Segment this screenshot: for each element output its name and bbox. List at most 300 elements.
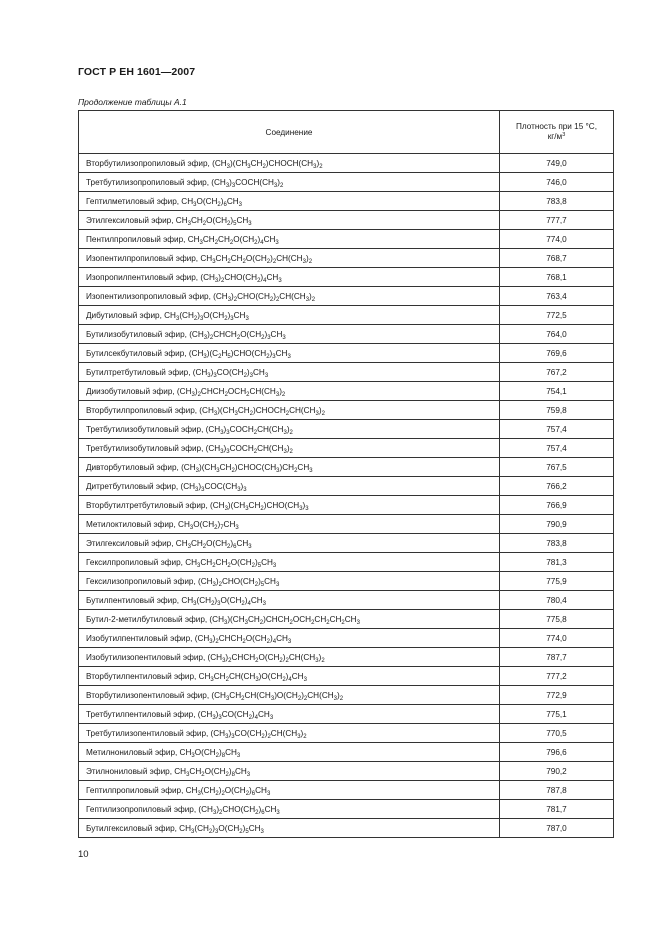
subscript: 3 [246,771,251,778]
density-cell: 769,6 [500,344,614,363]
density-cell: 781,3 [500,553,614,572]
subscript: 2 [257,277,261,284]
subscript: 5 [260,581,265,588]
subscript: 3 [305,296,310,303]
table-row [79,534,614,553]
subscript: 3 [245,505,249,512]
subscript: 3 [248,543,252,550]
density-cell: 790,2 [500,762,614,781]
density-cell: 764,0 [500,325,614,344]
subscript: 3 [244,619,248,626]
table-row [79,344,614,363]
density-cell: 796,6 [500,743,614,762]
table-row [79,363,614,382]
subscript: 2 [297,695,302,702]
subscript: 2 [303,695,308,702]
table-row [79,154,614,173]
subscript: 2 [202,220,207,227]
subscript: 2 [282,676,286,683]
table-row [79,762,614,781]
table-row [79,401,614,420]
subscript: 3 [209,638,213,645]
subscript: 3 [191,828,195,835]
subscript: 2 [251,562,255,569]
subscript: 2 [303,733,307,740]
subscript: 2 [241,600,245,607]
compound-cell: Гептилметиловый эфир, $CH_3O(CH_2)_6CH_3$ [79,192,500,211]
subscript: 3 [231,733,235,740]
subscript: 3 [266,790,271,797]
compound-cell: Изобутилпентиловый эфир, $(CH_3)_2CHCH_2O(CH_2)_4CH_3$ [79,629,500,648]
density-cell: 783,8 [500,534,614,553]
subscript: 3 [215,828,219,835]
subscript: 4 [272,638,277,645]
density-cell: 749,0 [500,154,614,173]
subscript: 3 [226,448,230,455]
compound-cell: Вторбутилизопропиловый эфир, $(CH_3)(CH_3CH_2)CHOCH(CH_3)_2$ [79,154,500,173]
subscript: 2 [249,410,253,417]
subscript: 3 [213,410,218,417]
table-row [79,667,614,686]
subscript: 2 [214,524,218,531]
subscript: 2 [225,771,229,778]
density-cell: 783,8 [500,192,614,211]
subscript: 2 [285,657,289,664]
compound-cell: Гептилизопропиловый эфир, $(CH_3)_2CHO(CH_2)_6CH_3$ [79,800,500,819]
table-row [79,724,614,743]
density-cell: 754,1 [500,382,614,401]
subscript: 2 [321,410,325,417]
subscript: 2 [202,543,207,550]
subscript: 2 [227,258,231,265]
subscript: 3 [287,638,292,645]
density-cell: 772,5 [500,306,614,325]
subscript: 2 [245,790,250,797]
table-row [79,268,614,287]
table-header-row [79,111,614,154]
compound-cell: Бутилизобутиловый эфир, $(CH_3)_2CHCH_2O(CH_2)_3CH_3$ [79,325,500,344]
subscript: 3 [262,600,266,607]
subscript: 2 [261,334,265,341]
subscript: 4 [247,600,251,607]
density-cell: 775,9 [500,572,614,591]
compound-cell: Бутилпентиловый эфир, $CH_3(CH_2)_3O(CH_2)_4CH_3$ [79,591,500,610]
table-caption: Продолжение таблицы А.1 [78,97,187,107]
density-cell: 777,7 [500,211,614,230]
subscript: 2 [228,657,232,664]
subscript: 3 [217,600,221,607]
subscript: 3 [283,448,287,455]
subscript: 2 [209,334,214,341]
subscript: 4 [260,239,264,246]
subscript: 3 [226,429,230,436]
density-cell: 766,2 [500,477,614,496]
subscript: 2 [281,391,286,398]
subscript: 2 [227,543,231,550]
subscript: 2 [242,258,246,265]
table-row [79,610,614,629]
density-cell: 767,5 [500,458,614,477]
density-cell: 787,7 [500,648,614,667]
density-cell: 766,9 [500,496,614,515]
subscript: 2 [275,296,280,303]
subscript: 2 [289,619,293,626]
subscript: 3 [197,562,201,569]
table-row [79,686,614,705]
density-unit-exponent: 3 [562,132,566,138]
table-row [79,572,614,591]
compound-cell: Третбутилизобутиловый эфир, $(CH_3)_3COCH_2CH(CH_3)_2$ [79,439,500,458]
subscript: 6 [261,809,265,816]
subscript: 2 [248,714,252,721]
subscript: 3 [234,410,238,417]
table-row [79,553,614,572]
subscript: 3 [191,391,195,398]
subscript: 2 [255,809,259,816]
subscript: 2 [217,201,221,208]
subscript: 3 [203,353,207,360]
density-column-header [500,111,614,154]
subscript: 6 [223,201,227,208]
subscript: 2 [225,676,229,683]
subscript: 2 [280,182,284,189]
subscript: 2 [267,733,271,740]
compound-cell: Вторбутилпентиловый эфир, $CH_3CH_2CH(CH_3)O(CH_2)_4CH_3$ [79,667,500,686]
subscript: 3 [237,486,241,493]
subscript: 3 [191,752,195,759]
table-row [79,249,614,268]
subscript: 3 [302,258,306,265]
subscript: 3 [212,581,216,588]
compound-cell: Метилоктиловый эфир, $CH_3O(CH_2)_7CH_3$ [79,515,500,534]
table-row [79,705,614,724]
subscript: 3 [356,619,360,626]
subscript: 2 [224,391,228,398]
subscript: 3 [267,334,271,341]
compound-cell: Этилгексиловый эфир, $CH_3CH_2O(CH_2)_6CH_3$ [79,534,500,553]
density-unit-base: кг/м [547,132,563,141]
subscript: 3 [187,543,191,550]
subscript: 6 [233,543,237,550]
subscript: 3 [313,163,317,170]
subscript: 2 [224,315,228,322]
subscript: 3 [236,752,241,759]
subscript: 2 [219,809,223,816]
compound-cell: Третбутилизопентиловый эфир, $(CH_3)_3CO(CH_2)_2CH(CH_3)_2$ [79,724,500,743]
subscript: 3 [275,581,280,588]
table-row [79,382,614,401]
subscript: 2 [285,410,290,417]
subscript: 3 [227,296,232,303]
subscript: 2 [339,695,344,702]
subscript: 2 [231,467,235,474]
subscript: 3 [222,657,226,664]
table-row [79,629,614,648]
compound-cell: Этилгексиловый эфир, $CH_3CH_2O(CH_2)_5CH_3$ [79,211,500,230]
subscript: 3 [282,334,286,341]
subscript: 3 [230,315,234,322]
subscript: 2 [215,752,219,759]
subscript: 3 [269,714,274,721]
subscript: 3 [175,315,180,322]
subscript: 3 [201,486,205,493]
subscript: 2 [321,657,325,664]
subscript: 4 [263,277,267,284]
table-row [79,477,614,496]
subscript: 2 [220,277,225,284]
subscript: 3 [216,467,220,474]
table-body [79,154,614,838]
compound-cell: Диизобутиловый эфир, $(CH_3)_2CHCH_2OCH_2CH(CH_3)_2$ [79,382,500,401]
density-cell: 763,4 [500,287,614,306]
subscript: 2 [266,638,270,645]
subscript: 3 [315,410,319,417]
subscript: 3 [187,220,191,227]
subscript: 3 [226,163,230,170]
subscript: 3 [218,714,222,721]
subscript: 3 [195,486,199,493]
subscript: 3 [305,505,309,512]
subscript: 3 [203,334,208,341]
density-cell: 759,8 [500,401,614,420]
subscript: 2 [311,296,316,303]
density-cell: 772,9 [500,686,614,705]
subscript: 5 [233,220,237,227]
table-row [79,325,614,344]
subscript: 3 [275,239,279,246]
density-cell: 775,1 [500,705,614,724]
subscript: 2 [233,296,238,303]
subscript: 2 [326,619,330,626]
subscript: 2 [341,619,345,626]
table-row [79,800,614,819]
subscript: 3 [278,277,282,284]
subscript: 3 [207,372,211,379]
table-row [79,192,614,211]
density-cell: 780,4 [500,591,614,610]
subscript: 2 [272,258,277,265]
compound-cell: Пентилпропиловый эфир, $CH_3CH_2CH_2O(CH_2)_4CH_3$ [79,230,500,249]
subscript: 4 [288,676,292,683]
compound-cell: Третбутилизобутиловый эфир, $(CH_3)_3COCH_2CH(CH_3)_2$ [79,420,500,439]
subscript: 8 [231,771,235,778]
subscript: 3 [224,505,228,512]
subscript: 2 [215,790,219,797]
subscript: 2 [279,657,283,664]
subscript: 2 [255,657,259,664]
subscript: 3 [276,809,280,816]
subscript: 8 [221,752,226,759]
density-cell: 746,0 [500,173,614,192]
subscript: 2 [254,581,259,588]
subscript: 2 [311,619,315,626]
subscript: 3 [197,790,201,797]
density-cell: 770,5 [500,724,614,743]
subscript: 2 [246,391,250,398]
compound-cell: Гептилпропиловый эфир, $CH_3(CH_2)_2O(CH_2)_6CH_3$ [79,781,500,800]
subscript: 5 [245,828,249,835]
subscript: 3 [309,467,313,474]
compound-cell: Дивторбутиловый эфир, $(CH_3)(CH_3CH_2)CHOC(CH_3)CH_2CH_3$ [79,458,500,477]
subscript: 3 [186,771,190,778]
compound-cell: Бутил-2-метилбутиловый эфир, $(CH_3)(CH_3CH_2)CHCH_2OCH_2CH_2CH_2CH_3$ [79,610,500,629]
table-row [79,781,614,800]
table-row [79,420,614,439]
subscript: 5 [257,562,262,569]
subscript: 2 [294,467,298,474]
subscript: 2 [239,828,243,835]
subscript: 3 [212,809,217,816]
subscript: 3 [220,448,224,455]
subscript: 2 [208,828,213,835]
compound-cell: Вторбутилпропиловый эфир, $(CH_3)(CH_3CH_2)CHOCH_2CH(CH_3)_2$ [79,401,500,420]
table-row [79,230,614,249]
density-cell: 774,0 [500,230,614,249]
compound-cell: Третбутилизопропиловый эфир, $(CH_3)_3COCH(CH_3)_2$ [79,173,500,192]
subscript: 3 [189,524,194,531]
subscript: 3 [273,182,278,189]
subscript: 2 [201,771,205,778]
subscript: 2 [193,315,198,322]
subscript: 6 [251,790,256,797]
density-cell: 768,1 [500,268,614,287]
subscript: 3 [214,277,219,284]
subscript: 3 [272,562,277,569]
subscript: 3 [297,733,301,740]
compound-cell: Изопропилпентиловый эфир, $(CH_3)_2CHO(CH_2)_4CH_3$ [79,268,500,287]
density-cell: 790,9 [500,515,614,534]
subscript: 3 [248,220,252,227]
subscript: 3 [225,695,230,702]
subscript: 2 [266,258,271,265]
subscript: 2 [308,258,313,265]
document-header: ГОСТ Р ЕН 1601—2007 [78,66,196,78]
subscript: 2 [221,790,225,797]
density-cell: 787,0 [500,819,614,838]
subscript: 2 [227,220,231,227]
subscript: 5 [227,353,231,360]
table-row [79,306,614,325]
subscript: 2 [243,372,247,379]
subscript: 4 [254,714,258,721]
subscript: 3 [220,429,224,436]
table-row [79,648,614,667]
subscript: 3 [212,714,216,721]
density-cell: 767,2 [500,363,614,382]
subscript: 2 [260,505,264,512]
subscript: 3 [276,467,280,474]
table-row [79,591,614,610]
table-row [79,287,614,306]
density-cell: 768,7 [500,249,614,268]
compound-cell: Дитретбутиловый эфир, $(CH_3)_3COC(CH_3)_3$ [79,477,500,496]
density-cell: 774,0 [500,629,614,648]
subscript: 3 [270,695,275,702]
subscript: 2 [214,239,219,246]
density-header-text: Плотность при 15 °С, [515,122,597,131]
table-row [79,458,614,477]
compound-cell: Вторбутилизопентиловый эфир, ($CH_3CH_2CH(CH_3)O(CH_2)_2CH(CH_3)_2$ [79,686,500,705]
subscript: 3 [333,695,337,702]
subscript: 3 [212,258,216,265]
subscript: 3 [225,182,230,189]
table-row [79,439,614,458]
table-row [79,819,614,838]
density-cell: 757,4 [500,420,614,439]
page-number: 10 [78,849,89,860]
subscript: 3 [199,315,204,322]
compound-cell: Бутилтретбутиловый эфир, $(CH_3)_3CO(CH_2)_3CH_3$ [79,363,500,382]
subscript: 3 [249,372,253,379]
density-cell: 781,7 [500,800,614,819]
subscript: 3 [247,163,251,170]
subscript: 3 [213,372,217,379]
compound-cell: Изопентилизопропиловый эфир, $(CH_3)_2CHO(CH_2)_2CH(CH_3)_2$ [79,287,500,306]
subscript: 3 [272,353,276,360]
subscript: 2 [259,619,264,626]
table-row [79,743,614,762]
subscript: 3 [195,467,199,474]
subscript: 2 [197,391,201,398]
subscript: 2 [242,638,246,645]
subscript: 2 [289,448,293,455]
subscript: 2 [289,429,293,436]
table-row [79,211,614,230]
density-unit [548,132,566,141]
compound-cell: Изобутилизопентиловый эфир, $(CH_3)_2CHCH_2O(CH_2)_2CH(CH_3)_2$ [79,648,500,667]
subscript: 3 [231,182,236,189]
subscript: 2 [266,353,270,360]
subscript: 2 [218,581,222,588]
subscript: 3 [287,353,291,360]
table-row [79,515,614,534]
subscript: 3 [245,315,249,322]
density-cell: 775,8 [500,610,614,629]
subscript: 2 [215,638,219,645]
subscript: 3 [235,524,239,531]
compound-cell: Этилнониловый эфир, $CH_3CH_2O(CH_2)_8CH_3$ [79,762,500,781]
compound-cell: Метилнониловый эфир, $CH_3O(CH_2)_8CH_3$ [79,743,500,762]
compound-cell: Гексилизопропиловый эфир, $(CH_3)_2CHO(CH_2)_5CH_3$ [79,572,500,591]
subscript: 2 [319,163,323,170]
subscript: 2 [253,448,258,455]
subscript: 3 [193,201,197,208]
subscript: 7 [220,524,224,531]
density-table [78,110,614,838]
density-cell: 757,4 [500,439,614,458]
table-row [79,173,614,192]
subscript: 2 [254,239,258,246]
subscript: 3 [193,600,197,607]
density-cell: 787,8 [500,781,614,800]
subscript: 2 [262,163,266,170]
subscript: 3 [264,372,269,379]
subscript: 3 [243,486,247,493]
subscript: 3 [199,239,203,246]
subscript: 2 [269,296,274,303]
subscript: 2 [261,733,265,740]
subscript: 3 [223,619,228,626]
compound-cell: Дибутиловый эфир, $CH_3(CH_2)_3O(CH_2)_3CH_3$ [79,306,500,325]
subscript: 3 [283,429,287,436]
subscript: 2 [227,562,231,569]
compound-cell: Третбутилпентиловый эфир, $(CH_3)_3CO(CH_2)_4CH_3$ [79,705,500,724]
subscript: 3 [210,676,214,683]
subscript: 2 [241,695,245,702]
subscript: 3 [315,657,319,664]
subscript: 2 [212,562,216,569]
compound-cell: Бутилсекбутиловый эфир, $(CH_3)(C_2H_5)CHO(CH_2)_3CH_3$ [79,344,500,363]
